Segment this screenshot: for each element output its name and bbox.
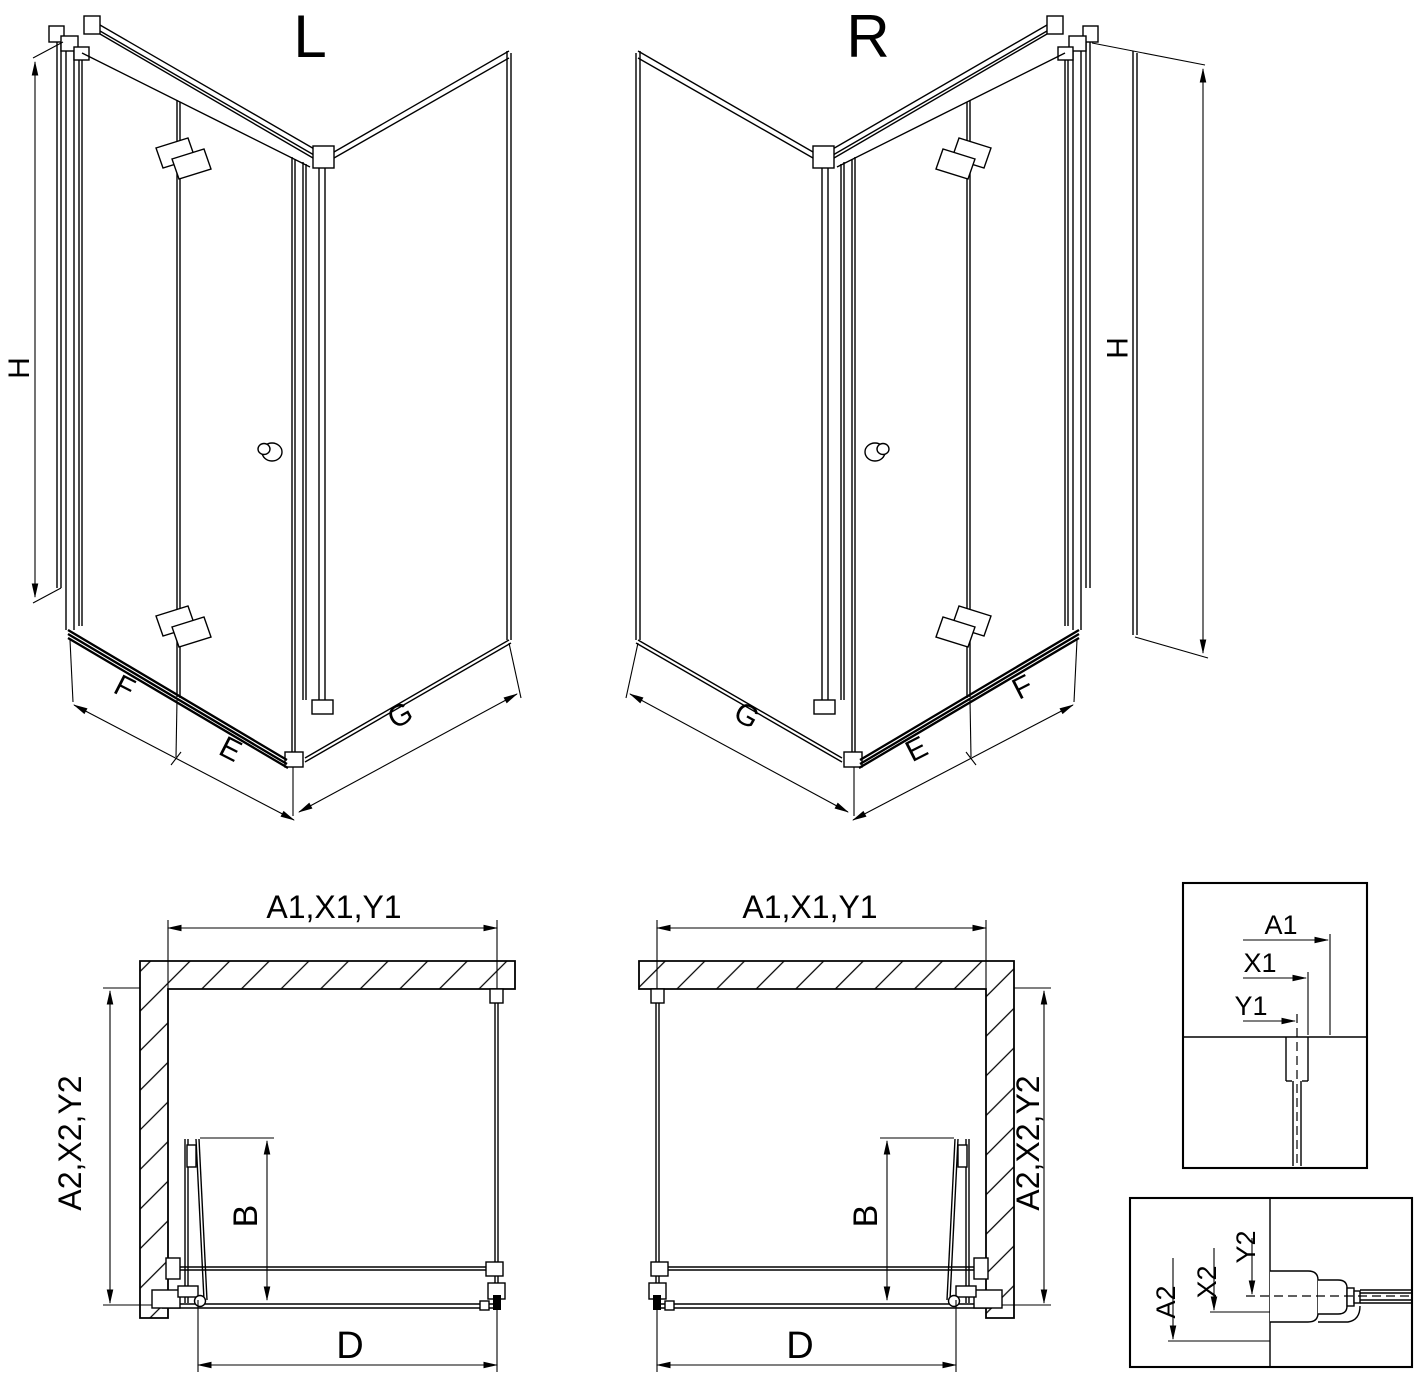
dim-label-door-left: F xyxy=(108,668,140,707)
plan-right-drawing xyxy=(639,889,1051,1372)
dim-label-height-right: H xyxy=(1100,337,1133,359)
plan-left-bottom-label: D xyxy=(336,1325,364,1367)
plan-right-door-label: B xyxy=(847,1204,885,1228)
variant-label-left: L xyxy=(293,3,327,70)
detail-top-box xyxy=(1183,883,1367,1168)
plan-right-width-label: A1,X1,Y1 xyxy=(742,889,878,925)
plan-left-drawing xyxy=(52,889,515,1372)
detail-bottom-box xyxy=(1130,1198,1412,1367)
iso-right-drawing xyxy=(626,3,1208,820)
plan-left-width-label: A1,X1,Y1 xyxy=(266,889,402,925)
plan-right-depth-label: A2,X2,Y2 xyxy=(1010,1075,1046,1211)
plan-left-depth-label: A2,X2,Y2 xyxy=(52,1075,88,1211)
detail-bottom-x2-label: X2 xyxy=(1192,1265,1222,1299)
detail-top-x1-label: X1 xyxy=(1243,948,1277,978)
dim-label-height-left: H xyxy=(3,357,36,379)
dim-label-door-right: F xyxy=(1007,668,1039,707)
dim-label-fixed-left: E xyxy=(213,730,247,769)
detail-bottom-y2-label: Y2 xyxy=(1231,1230,1261,1264)
detail-top-y1-label: Y1 xyxy=(1234,991,1268,1021)
iso-left-drawing xyxy=(3,3,521,820)
dim-label-fixed-right: E xyxy=(900,730,934,769)
plan-left-door-label: B xyxy=(227,1204,265,1228)
dim-label-side-right: G xyxy=(728,695,765,736)
detail-bottom-a2-label: A2 xyxy=(1151,1285,1181,1319)
detail-top-a1-label: A1 xyxy=(1264,910,1298,940)
dim-label-side-left: G xyxy=(382,695,419,736)
variant-label-right: R xyxy=(846,3,890,70)
plan-right-bottom-label: D xyxy=(786,1325,814,1367)
